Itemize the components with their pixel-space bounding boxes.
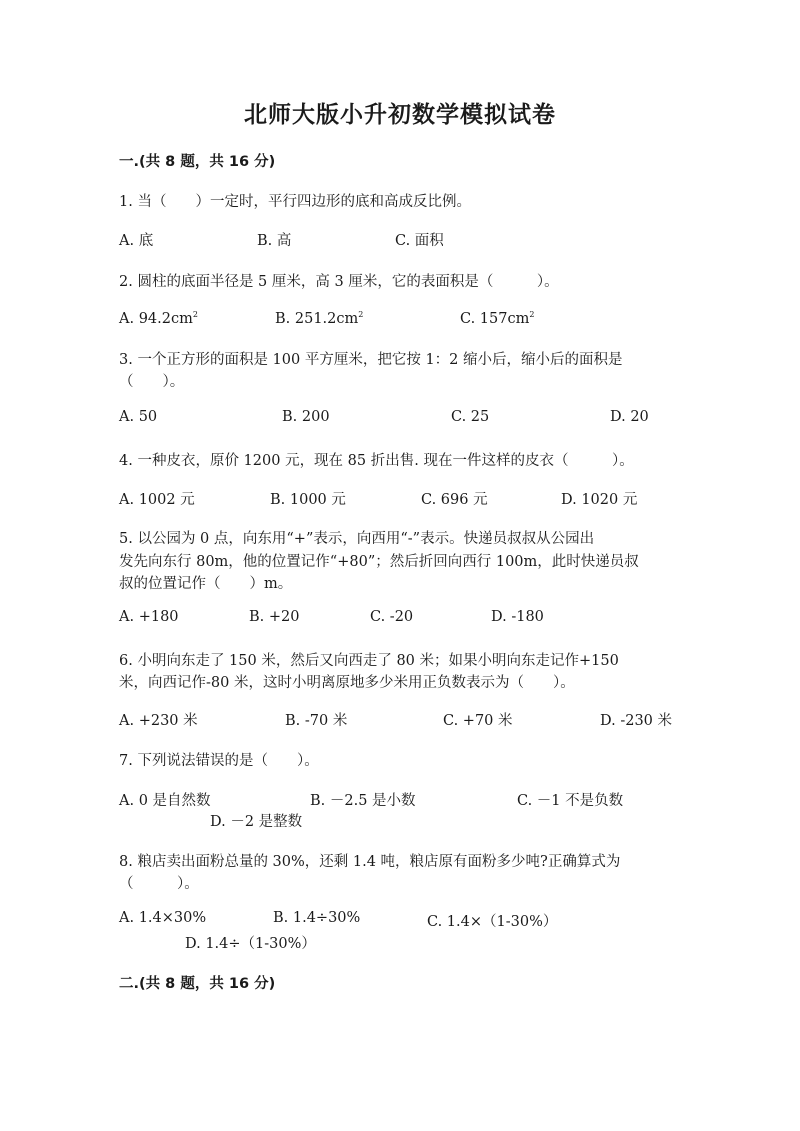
q1-option-c: C. 面积	[395, 233, 444, 249]
question-5-text-line-2: 发先向东行 80m，他的位置记作“+80”；然后折回向西行 100m，此时快递员叔	[119, 554, 639, 570]
question-4-text: 4. 一种皮衣，原价 1200 元，现在 85 折出售. 现在一件这样的皮衣（ ）。	[119, 453, 634, 469]
question-6-text-line-2: 米，向西记作-80 米，这时小明离原地多少米用正负数表示为（ ）。	[119, 675, 575, 691]
q7-option-b: B. －2.5 是小数	[310, 793, 416, 809]
q6-option-c: C. +70 米	[443, 713, 513, 729]
q3-option-c: C. 25	[451, 409, 490, 425]
section-heading-1: 一.(共 8 题，共 16 分)	[119, 154, 276, 170]
question-3-text-line-2: （ ）。	[119, 374, 185, 390]
exam-title: 北师大版小升初数学模拟试卷	[244, 102, 556, 128]
q7-option-d: D. －2 是整数	[210, 814, 303, 830]
section-heading-2: 二.(共 8 题，共 16 分)	[119, 976, 276, 992]
q2-option-c: C. $157cm^2$	[460, 310, 535, 327]
q6-option-b: B. -70 米	[285, 713, 348, 729]
q8-option-a: A. 1.4×30%	[119, 910, 207, 926]
q5-option-c: C. -20	[370, 609, 414, 625]
q8-option-c: C. 1.4×（1-30%）	[427, 914, 558, 930]
question-2-text: 2. 圆柱的底面半径是 5 厘米，高 3 厘米，它的表面积是（ ）。	[119, 274, 559, 290]
q3-option-b: B. 200	[282, 409, 330, 425]
q3-option-a: A. 50	[119, 409, 158, 425]
q2-option-a: A. $94.2cm^2$	[119, 310, 198, 327]
q7-option-a: A. 0 是自然数	[119, 793, 211, 809]
q1-option-a: A. 底	[119, 233, 154, 249]
q5-option-b: B. +20	[249, 609, 300, 625]
q3-option-d: D. 20	[610, 409, 649, 425]
q5-option-d: D. -180	[491, 609, 544, 625]
q8-option-d: D. 1.4÷（1-30%）	[185, 936, 316, 952]
question-5-text-line-3: 叔的位置记作（ ）m。	[119, 576, 293, 592]
question-5-text-line-1: 5. 以公园为 0 点，向东用“+”表示，向西用“-”表示。快递员叔叔从公园出	[119, 531, 595, 547]
question-8-text-line-1: 8. 粮店卖出面粉总量的 30%，还剩 1.4 吨，粮店原有面粉多少吨?正确算式为	[119, 854, 621, 870]
q8-option-b: B. 1.4÷30%	[273, 910, 361, 926]
question-1-text: 1. 当（ ）一定时，平行四边形的底和高成反比例。	[119, 194, 471, 210]
q5-option-a: A. +180	[119, 609, 179, 625]
q4-option-d: D. 1020 元	[561, 492, 638, 508]
q2-option-b: B. $251.2cm^2$	[275, 310, 364, 327]
q7-option-c: C. －1 不是负数	[517, 793, 624, 809]
question-7-text: 7. 下列说法错误的是（ ）。	[119, 753, 319, 769]
q6-option-d: D. -230 米	[600, 713, 673, 729]
q4-option-b: B. 1000 元	[270, 492, 346, 508]
question-8-text-line-2: （ ）。	[119, 876, 199, 892]
q4-option-c: C. 696 元	[421, 492, 488, 508]
q6-option-a: A. +230 米	[119, 713, 198, 729]
q1-option-b: B. 高	[257, 233, 292, 249]
question-3-text-line-1: 3. 一个正方形的面积是 100 平方厘米，把它按 1：2 缩小后，缩小后的面积是	[119, 352, 623, 368]
question-6-text-line-1: 6. 小明向东走了 150 米，然后又向西走了 80 米；如果小明向东走记作+150	[119, 653, 619, 669]
q4-option-a: A. 1002 元	[119, 492, 195, 508]
